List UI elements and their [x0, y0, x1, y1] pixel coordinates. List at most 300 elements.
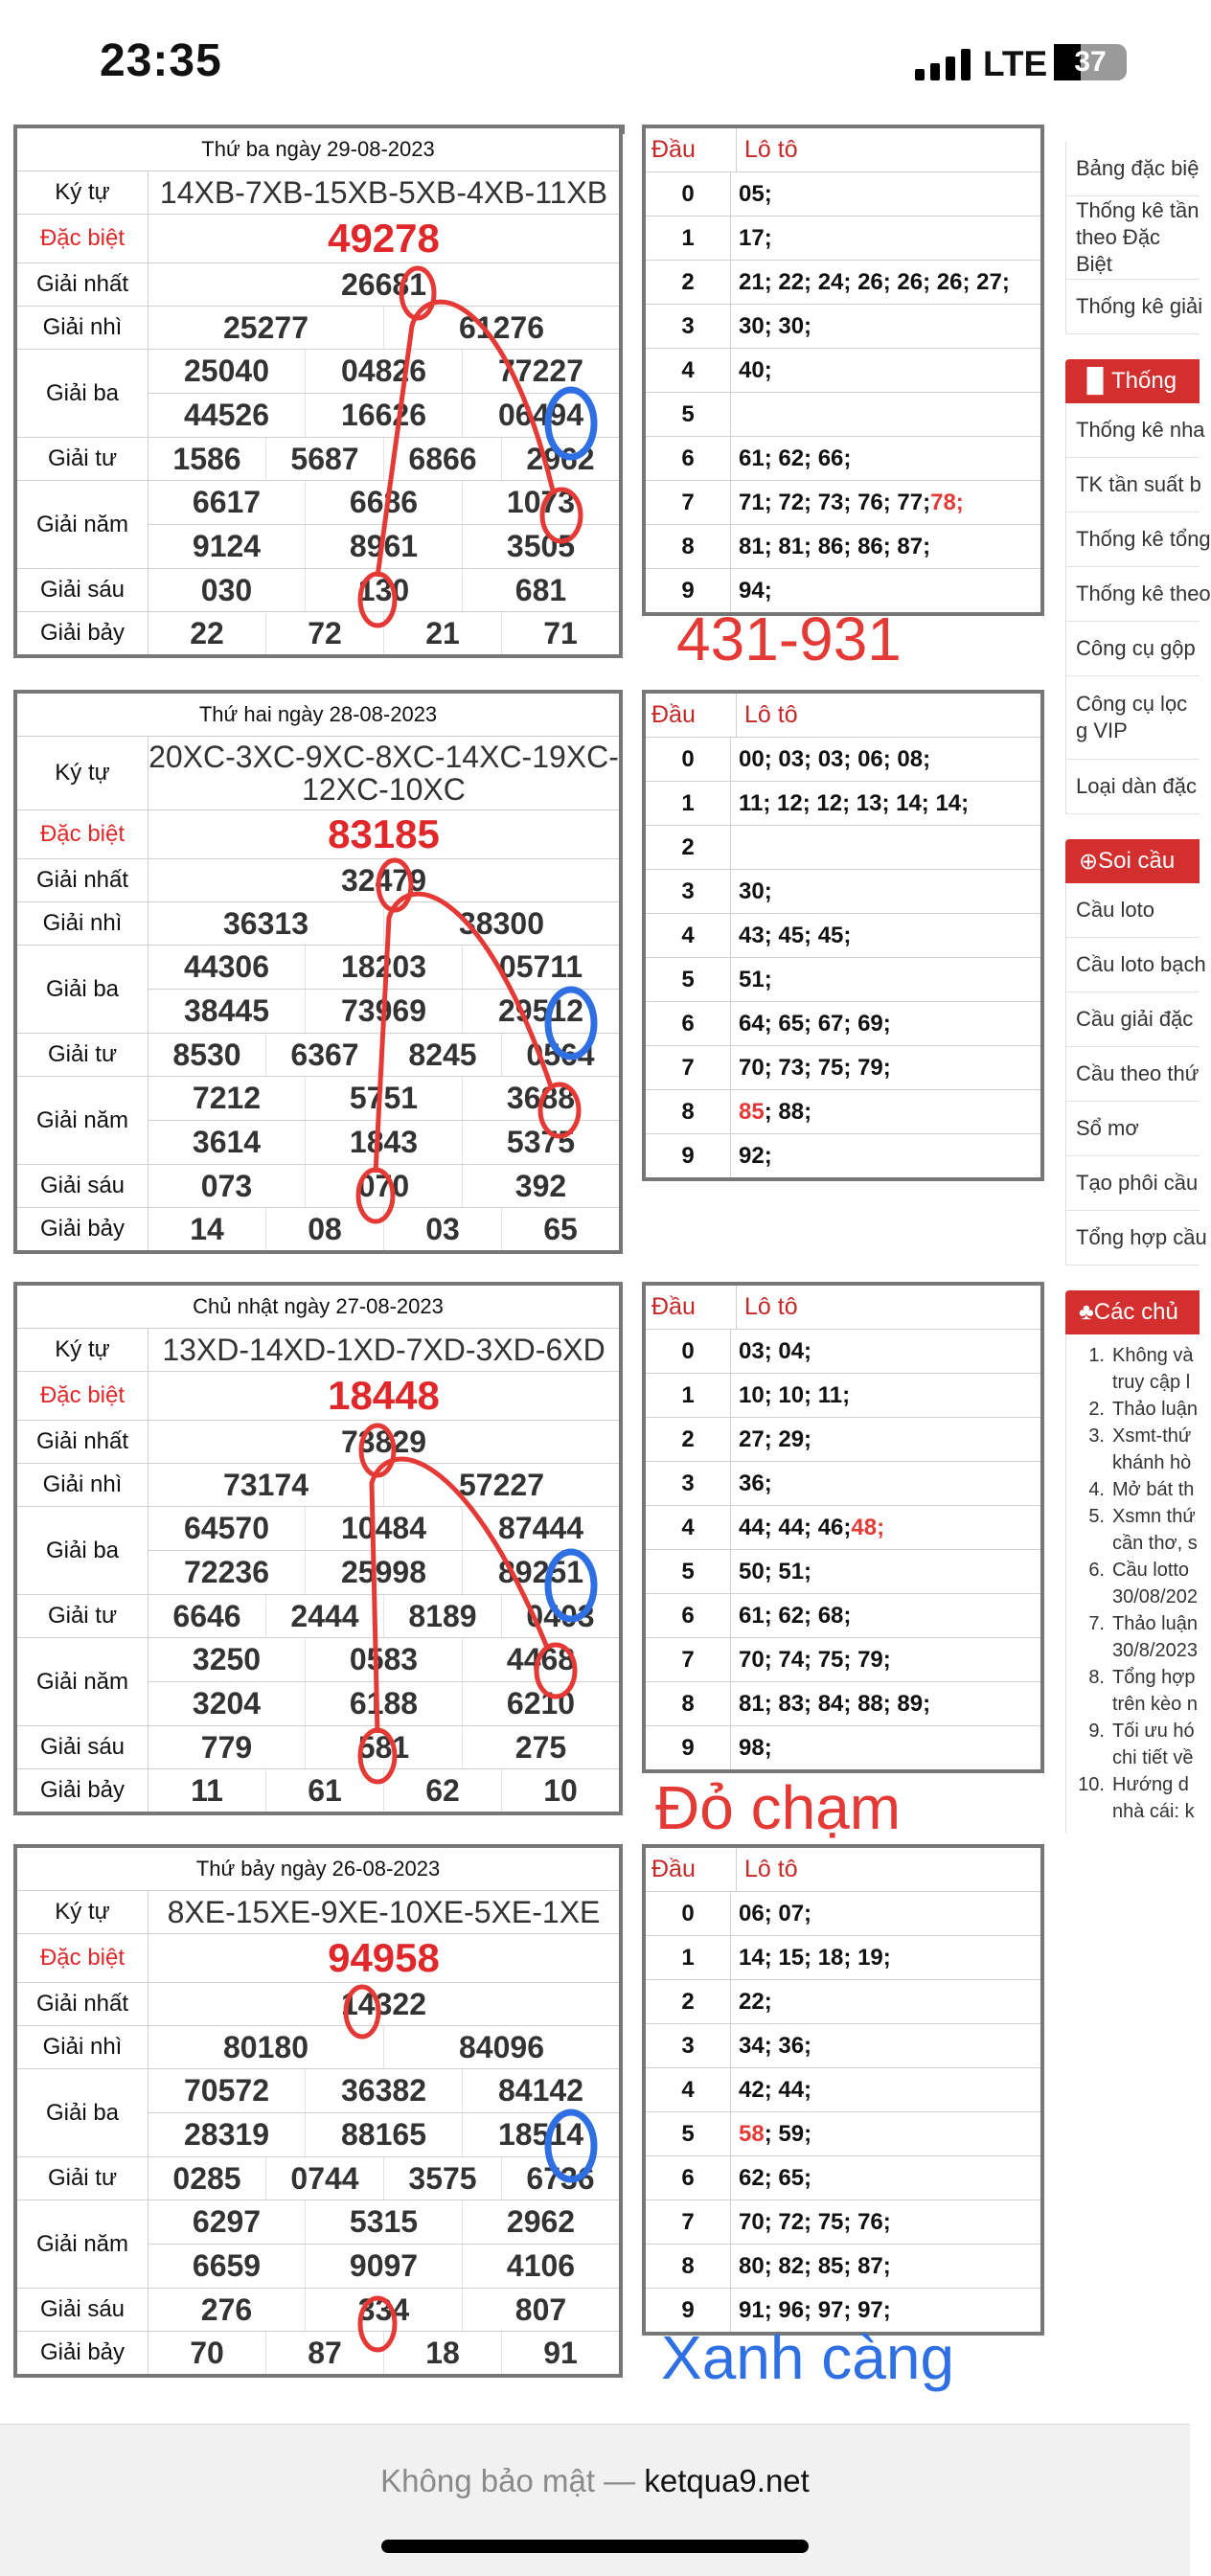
topic-number [1066, 1691, 1112, 1718]
prize-values [149, 2332, 619, 2374]
loto-dau: 7 [646, 1638, 731, 1681]
topic-number: 7. [1088, 1613, 1105, 1634]
prize-label: Đặc biệt [17, 215, 149, 262]
prize-number: 18 [383, 2332, 501, 2374]
prize-number: 70 [190, 2335, 224, 2370]
loto-special: 58 [739, 2120, 765, 2147]
prize-row [17, 1726, 619, 1769]
loto-numbers: 94; [739, 577, 772, 604]
sidebar-topic[interactable] [1066, 1798, 1200, 1825]
sidebar-link[interactable]: Cầu loto [1066, 883, 1200, 938]
loto-values [731, 481, 1040, 524]
topic-number [1066, 1744, 1112, 1771]
prize-row [17, 1464, 619, 1507]
prize-number: 70572 [184, 2073, 269, 2108]
prize-values [149, 1638, 619, 1725]
sidebar-link[interactable]: TK tần suất b [1066, 458, 1200, 513]
prize-number: 18203 [305, 946, 462, 989]
draw-date-title: Chủ nhật ngày 27-08-2023 [17, 1286, 619, 1329]
sidebar-topic[interactable] [1066, 1342, 1200, 1369]
sidebar-topic[interactable] [1066, 1744, 1200, 1771]
prize-number: 2962 [501, 438, 619, 480]
prize-number: 5751 [305, 1077, 462, 1120]
prize-label: Giải bảy [17, 1769, 149, 1812]
prize-values [149, 569, 619, 611]
loto-row [646, 1090, 1040, 1134]
topic-title[interactable]: Tổng hợp [1112, 1667, 1196, 1688]
prize-values [149, 2069, 619, 2156]
loto-special: 48; [851, 1514, 885, 1540]
sidebar-section-header [1065, 839, 1200, 883]
topic-number: 10. [1078, 1774, 1105, 1795]
loto-values: 58 ; 59; [739, 2120, 812, 2147]
prize-values [149, 215, 619, 262]
loto-values [731, 1134, 1040, 1177]
topic-title[interactable]: Mở bát th [1112, 1479, 1195, 1500]
prize-number: 57227 [383, 1464, 619, 1506]
prize-values [149, 2026, 619, 2068]
sidebar-link[interactable]: Tổng hợp cầu [1066, 1211, 1200, 1265]
prize-number: 64570 [184, 1511, 269, 1545]
loto-row [646, 1330, 1040, 1374]
prize-number: 6686 [305, 481, 462, 524]
prize-label: Giải tư [17, 2157, 149, 2200]
prize-row [17, 1372, 619, 1421]
loto-dau: 1 [646, 782, 731, 825]
topic-title[interactable]: Tối ưu hó [1112, 1721, 1195, 1742]
prize-number: 18448 [328, 1373, 440, 1418]
loto-numbers: 70; 73; 75; 79; [739, 1054, 891, 1081]
prize-number: 6617 [192, 485, 262, 519]
topic-number: 8. [1088, 1667, 1105, 1688]
sidebar-link[interactable]: Thống kê nha [1066, 403, 1200, 458]
prize-number: 2962 [462, 2200, 619, 2244]
topic-number: 1. [1088, 1345, 1105, 1366]
prize-values [149, 1421, 619, 1463]
loto-values [731, 1550, 1040, 1593]
sidebar-topic[interactable] [1066, 1637, 1200, 1664]
loto-dau: 8 [646, 2245, 731, 2288]
topic-title[interactable]: trên kèo n [1112, 1694, 1198, 1715]
loto-numbers: 81; 83; 84; 88; 89; [739, 1690, 931, 1717]
prize-values [149, 2289, 619, 2331]
prize-number: 72236 [184, 1555, 269, 1589]
prize-row [17, 1077, 619, 1165]
prize-label: Ký tự [17, 1329, 149, 1371]
prize-number: 8530 [172, 1037, 241, 1072]
loto-values [731, 2200, 1040, 2244]
prize-number: 65 [501, 1208, 619, 1250]
prize-number: 05711 [462, 946, 619, 989]
loto-row [646, 393, 1040, 437]
prize-row [17, 350, 619, 438]
loto-dau: 6 [646, 2156, 731, 2200]
sidebar-link[interactable]: Cầu giải đặc [1066, 992, 1200, 1047]
loto-values [731, 525, 1040, 568]
loto-values [731, 1936, 1040, 1979]
prize-number: 1843 [305, 1121, 462, 1164]
loto-row [646, 305, 1040, 349]
prize-row [17, 2026, 619, 2069]
result-table [13, 1844, 623, 2378]
prize-number: 49278 [328, 216, 440, 261]
loto-dau: 7 [646, 1046, 731, 1089]
home-indicator[interactable] [381, 2540, 809, 2553]
prize-values [149, 1595, 619, 1637]
sidebar-topic[interactable] [1066, 1449, 1200, 1476]
loto-values [731, 1682, 1040, 1725]
prize-values [149, 859, 619, 901]
prize-values [149, 902, 619, 945]
loto-values [731, 349, 1040, 392]
loto-values [731, 1046, 1040, 1089]
prize-number: 6297 [192, 2204, 262, 2239]
loto-dau: 0 [646, 738, 731, 781]
topic-title[interactable]: truy cập l [1112, 1372, 1191, 1393]
topic-title[interactable]: Hướng d [1112, 1774, 1189, 1795]
loto-numbers: 03; 04; [739, 1337, 812, 1364]
prize-label: Đặc biệt [17, 810, 149, 858]
prize-label: Đặc biệt [17, 1372, 149, 1420]
topic-title[interactable]: Thảo luận [1112, 1613, 1198, 1634]
clock: 23:35 [100, 35, 222, 86]
loto-numbers: 10; 10; 11; [739, 1381, 851, 1408]
loto-dau: 2 [646, 1418, 731, 1461]
prize-label: Giải tư [17, 1034, 149, 1076]
sidebar-link[interactable]: Thống kê theo [1066, 567, 1200, 622]
sidebar-topic[interactable] [1066, 1369, 1200, 1396]
sidebar-topic[interactable] [1066, 1530, 1200, 1557]
loto-row [646, 2068, 1040, 2112]
loto-row [646, 1980, 1040, 2024]
loto-values [731, 1892, 1040, 1935]
topic-title[interactable]: cần thơ, s [1112, 1533, 1198, 1554]
loto-row [646, 349, 1040, 393]
sidebar-link[interactable]: Công cụ gộp [1066, 622, 1200, 676]
loto-header-loto: Lô tô [744, 136, 798, 163]
loto-row [646, 1506, 1040, 1550]
loto-numbers: 61; 62; 66; [739, 445, 852, 471]
prize-label: Giải sáu [17, 1165, 149, 1207]
loto-numbers: 81; 81; 86; 86; 87; [739, 533, 931, 559]
prize-label: Giải ba [17, 946, 149, 1033]
prize-number: 87 [265, 2332, 383, 2374]
prize-number: 3614 [192, 1125, 262, 1159]
prize-number: 61 [265, 1769, 383, 1812]
loto-header-loto: Lô tô [744, 1856, 798, 1882]
prize-number: 08 [265, 1208, 383, 1250]
loto-dau: 4 [646, 1506, 731, 1549]
loto-values [731, 1726, 1040, 1769]
browser-address-bar[interactable] [0, 2424, 1190, 2576]
loto-row [646, 1638, 1040, 1682]
sidebar-section-header [1065, 359, 1200, 403]
sidebar-link[interactable]: Bảng đặc biệ [1066, 142, 1200, 196]
sidebar-link[interactable]: Thống kê giải [1066, 280, 1200, 334]
annotation-note: 431-931 [676, 604, 902, 673]
loto-row [646, 261, 1040, 305]
sidebar-box [1065, 403, 1211, 814]
sidebar-topic[interactable] [1066, 1584, 1200, 1610]
loto-values [731, 2245, 1040, 2288]
prize-number: 22 [190, 615, 224, 650]
prize-label: Giải nhì [17, 902, 149, 945]
sidebar-link[interactable]: Tạo phôi cầu [1066, 1156, 1200, 1211]
prize-number: 6866 [383, 438, 501, 480]
network-type: LTE [983, 44, 1048, 83]
loto-row [646, 1374, 1040, 1418]
sidebar-link[interactable]: Cầu loto bạch [1066, 938, 1200, 992]
loto-header-loto: Lô tô [744, 701, 798, 728]
loto-row [646, 172, 1040, 217]
loto-values [731, 870, 1040, 913]
topic-number: 6. [1088, 1560, 1105, 1581]
loto-values [731, 393, 1040, 436]
prize-number: 1073 [462, 481, 619, 524]
loto-numbers: 34; 36; [739, 2032, 812, 2059]
loto-numbers: 14; 15; 18; 19; [739, 1944, 891, 1971]
loto-numbers: 43; 45; 45; [739, 922, 852, 948]
sidebar-link[interactable]: Thống kê tổng [1066, 513, 1200, 567]
annotation-note: Xanh càng [661, 2323, 955, 2392]
sidebar-topic[interactable] [1066, 1771, 1200, 1798]
prize-number: 5315 [305, 2200, 462, 2244]
loto-numbers: 06; 07; [739, 1900, 812, 1926]
loto-row [646, 2024, 1040, 2068]
topic-title[interactable]: chi tiết về [1112, 1747, 1194, 1768]
loto-special: 85 [739, 1098, 765, 1125]
prize-number: 04826 [305, 350, 462, 393]
loto-values [731, 826, 1040, 869]
loto-values: 85 ; 88; [739, 1098, 812, 1125]
sidebar-topic[interactable] [1066, 1718, 1200, 1744]
sidebar-topic[interactable] [1066, 1396, 1200, 1423]
sidebar-link[interactable]: Loại dàn đặc [1066, 760, 1200, 814]
prize-row [17, 1891, 619, 1934]
prize-row [17, 2332, 619, 2374]
topic-title[interactable]: Cầu lotto [1112, 1560, 1190, 1581]
prize-number: 4468 [462, 1638, 619, 1681]
prize-number: 89251 [462, 1551, 619, 1594]
loto-header-dau: Đầu [646, 1286, 737, 1329]
topic-title[interactable]: Thảo luận [1112, 1399, 1198, 1420]
prize-number: 6646 [172, 1598, 241, 1633]
topic-title[interactable]: Không và [1112, 1345, 1194, 1366]
prize-number: 807 [462, 2289, 619, 2331]
prize-number: 7212 [192, 1081, 262, 1115]
prize-label: Giải sáu [17, 2289, 149, 2331]
topic-title[interactable]: 30/08/202 [1112, 1586, 1198, 1607]
sidebar-topic[interactable] [1066, 1423, 1200, 1449]
sidebar-topic[interactable] [1066, 1610, 1200, 1637]
prize-row [17, 1983, 619, 2026]
prize-row [17, 1421, 619, 1464]
prize-number: 73829 [341, 1424, 426, 1459]
prize-number: 80180 [223, 2029, 308, 2064]
prize-label: Giải nhì [17, 2026, 149, 2068]
sidebar-topic[interactable] [1066, 1664, 1200, 1691]
loto-dau: 5 [646, 2112, 731, 2155]
loto-values [731, 1418, 1040, 1461]
loto-header-row [646, 1286, 1040, 1330]
prize-row [17, 2200, 619, 2289]
loto-numbers: 30; 30; [739, 312, 812, 339]
prize-number: 275 [462, 1726, 619, 1768]
prize-number: 32479 [341, 862, 426, 898]
topic-number [1066, 1449, 1112, 1476]
prize-values [149, 481, 619, 568]
loto-header-row [646, 1848, 1040, 1892]
topic-number [1066, 1584, 1112, 1610]
prize-number: 62 [383, 1769, 501, 1812]
prize-row [17, 737, 619, 810]
loto-numbers: 64; 65; 67; 69; [739, 1010, 891, 1037]
chart-icon: ▐▌ [1079, 368, 1112, 394]
loto-values [731, 1638, 1040, 1681]
annotation-note: Đỏ chạm [655, 1773, 902, 1842]
result-table [13, 125, 623, 658]
loto-row [646, 826, 1040, 870]
loto-numbers: 70; 74; 75; 79; [739, 1646, 891, 1673]
prize-label: Giải năm [17, 1638, 149, 1725]
prize-row [17, 1595, 619, 1638]
prize-number: 0285 [172, 2160, 241, 2196]
prize-number: 073 [200, 1168, 253, 1203]
result-table [13, 690, 623, 1254]
prize-label: Giải nhất [17, 1421, 149, 1463]
topic-title[interactable]: nhà cái: k [1112, 1801, 1195, 1822]
topic-title[interactable]: 30/8/2023 [1112, 1640, 1198, 1661]
loto-header-row [646, 128, 1040, 172]
signal-icon [915, 48, 971, 80]
loto-values [731, 217, 1040, 260]
prize-row [17, 569, 619, 612]
prize-number: 0583 [305, 1638, 462, 1681]
prize-number: 334 [305, 2289, 462, 2331]
prize-row [17, 1165, 619, 1208]
loto-row [646, 1462, 1040, 1506]
prize-row [17, 612, 619, 654]
loto-row [646, 1418, 1040, 1462]
prize-number: 38300 [383, 902, 619, 945]
prize-number: 681 [462, 569, 619, 611]
prize-row [17, 859, 619, 902]
prize-number: 36382 [305, 2069, 462, 2112]
loto-numbers: 91; 96; 97; 97; [739, 2296, 891, 2323]
sidebar-box [1065, 142, 1203, 334]
domain-label[interactable]: ketqua9.net [644, 2463, 810, 2498]
sidebar-link[interactable]: Công cụ lọc g VIP [1066, 676, 1200, 760]
loto-table [642, 125, 1044, 616]
prize-number: 03 [383, 1208, 501, 1250]
loto-dau: 2 [646, 1980, 731, 2023]
prize-number: 21 [383, 612, 501, 654]
sidebar-topic[interactable] [1066, 1476, 1200, 1503]
prize-number: 14 [190, 1211, 224, 1246]
loto-dau: 0 [646, 1892, 731, 1935]
prize-number: 6210 [462, 1682, 619, 1725]
prize-values [149, 1507, 619, 1594]
prize-number: 3204 [192, 1686, 262, 1721]
topic-title[interactable]: khánh hò [1112, 1452, 1192, 1473]
prize-number: 16626 [305, 394, 462, 437]
sidebar-link[interactable]: Sổ mơ [1066, 1102, 1200, 1156]
prize-number: 28319 [184, 2117, 269, 2152]
prize-label: Giải ba [17, 350, 149, 437]
sidebar-topic[interactable] [1066, 1503, 1200, 1530]
loto-values [731, 1330, 1040, 1373]
loto-values [731, 1594, 1040, 1637]
loto-table [642, 1844, 1044, 2336]
draw-date-title: Thứ hai ngày 28-08-2023 [17, 694, 619, 737]
prize-number: 8XE-15XE-9XE-10XE-5XE-1XE [167, 1895, 601, 1929]
loto-header-row [646, 694, 1040, 738]
sidebar-link[interactable]: Thống kê tần theo Đặc Biệt [1066, 196, 1200, 280]
loto-row [646, 2200, 1040, 2245]
sidebar-topic[interactable] [1066, 1691, 1200, 1718]
prize-number: 36313 [223, 905, 308, 941]
loto-dau: 9 [646, 1726, 731, 1769]
loto-table [642, 1282, 1044, 1773]
loto-dau: 3 [646, 305, 731, 348]
prize-row [17, 810, 619, 859]
prize-number: 06494 [462, 394, 619, 437]
prize-number: 030 [200, 572, 253, 607]
loto-dau: 4 [646, 914, 731, 957]
sidebar-section-title: Các chủ [1093, 1299, 1178, 1325]
prize-values [149, 1464, 619, 1506]
prize-row [17, 1034, 619, 1077]
loto-dau: 6 [646, 1594, 731, 1637]
loto-numbers: 36; [739, 1470, 772, 1496]
prize-row [17, 1507, 619, 1595]
sidebar-topic[interactable] [1066, 1557, 1200, 1584]
prize-label: Giải bảy [17, 2332, 149, 2374]
prize-label: Giải năm [17, 481, 149, 568]
prize-number: 94958 [328, 1935, 440, 1980]
loto-dau: 6 [646, 437, 731, 480]
loto-dau: 8 [646, 1090, 731, 1133]
prize-number: 779 [200, 1729, 253, 1765]
prize-label: Giải ba [17, 1507, 149, 1594]
loto-dau: 9 [646, 569, 731, 612]
prize-number: 18514 [462, 2113, 619, 2156]
prize-number: 581 [305, 1726, 462, 1768]
prize-number: 3688 [462, 1077, 619, 1120]
prize-number: 9097 [305, 2245, 462, 2288]
prize-number: 6367 [265, 1034, 383, 1076]
prize-number: 73174 [223, 1467, 308, 1502]
loto-header-loto: Lô tô [744, 1293, 798, 1320]
sidebar-link[interactable]: Cầu theo thứ [1066, 1047, 1200, 1102]
security-label: Không bảo mật — [380, 2463, 636, 2498]
topic-title[interactable]: Xsmt-thứ [1112, 1425, 1192, 1447]
prize-label: Ký tự [17, 737, 149, 809]
prize-values [149, 1372, 619, 1420]
loto-row [646, 1594, 1040, 1638]
prize-label: Giải nhất [17, 1983, 149, 2025]
topic-title[interactable]: Xsmn thứ [1112, 1506, 1196, 1527]
loto-dau: 8 [646, 525, 731, 568]
prize-number: 4106 [462, 2245, 619, 2288]
prize-values [149, 171, 619, 214]
loto-special: 78; [930, 489, 964, 515]
loto-values [731, 914, 1040, 957]
prize-values [149, 612, 619, 654]
prize-number: 44526 [184, 398, 269, 432]
prize-number: 5375 [462, 1121, 619, 1164]
prize-number: 87444 [462, 1507, 619, 1550]
